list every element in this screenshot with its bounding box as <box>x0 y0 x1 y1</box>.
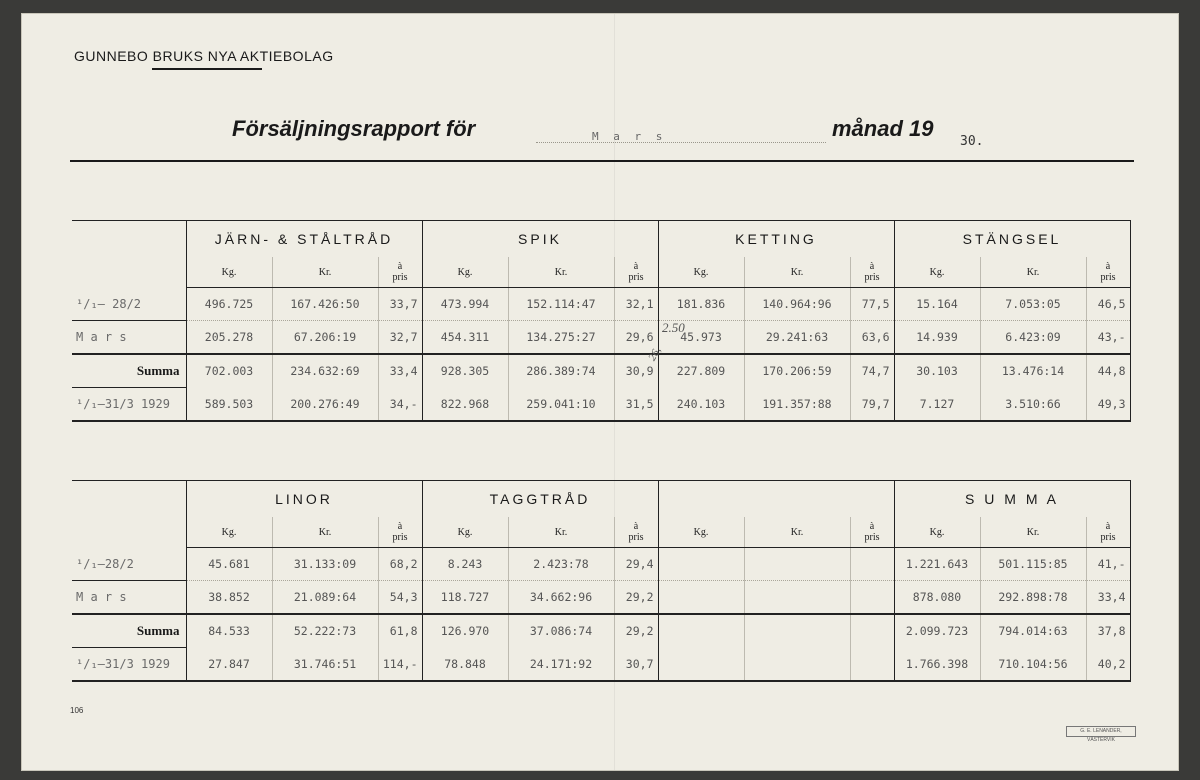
group-header: SPIK <box>422 221 658 258</box>
table-cell: 6.423:09 <box>980 321 1086 355</box>
table-cell: 33,4 <box>378 354 422 388</box>
column-header-kr: Kr. <box>508 257 614 288</box>
column-header-pris: à pris <box>1086 517 1130 548</box>
table-cell: 74,7 <box>850 354 894 388</box>
table-cell <box>658 581 744 615</box>
row-label: ¹/₁—31/3 1929 <box>72 388 186 422</box>
table-cell: 114,- <box>378 648 422 682</box>
table-cell: 140.964:96 <box>744 288 850 321</box>
table-cell: 77,5 <box>850 288 894 321</box>
table-cell: 68,2 <box>378 548 422 581</box>
column-header-kg: Kg. <box>894 517 980 548</box>
column-header-kg: Kg. <box>422 517 508 548</box>
table-cell: 1.221.643 <box>894 548 980 581</box>
header-corner <box>72 221 186 288</box>
table-cell: 67.206:19 <box>272 321 378 355</box>
group-header: TAGGTRÅD <box>422 481 658 518</box>
table-cell: 878.080 <box>894 581 980 615</box>
title-suffix: månad 19 <box>832 116 934 141</box>
table-cell <box>744 648 850 682</box>
table-cell: 84.533 <box>186 614 272 648</box>
table-cell: 118.727 <box>422 581 508 615</box>
table-cell: 27.847 <box>186 648 272 682</box>
table-cell: 41,- <box>1086 548 1130 581</box>
table-cell: 3.510:66 <box>980 388 1086 422</box>
table-cell: 822.968 <box>422 388 508 422</box>
table-cell: 234.632:69 <box>272 354 378 388</box>
table-cell: 181.836 <box>658 288 744 321</box>
table-cell: 126.970 <box>422 614 508 648</box>
table-cell: 292.898:78 <box>980 581 1086 615</box>
table-cell: 170.206:59 <box>744 354 850 388</box>
table-cell <box>850 548 894 581</box>
table-row <box>72 581 1130 615</box>
table-cell: 44,8 <box>1086 354 1130 388</box>
column-header-kr: Kr. <box>508 517 614 548</box>
table-cell: 200.276:49 <box>272 388 378 422</box>
table-cell: 702.003 <box>186 354 272 388</box>
handwritten-note: 2.50 <box>662 320 685 335</box>
group-header: JÄRN- & STÅLTRÅD <box>186 221 422 258</box>
table-cell: 61,8 <box>378 614 422 648</box>
column-header-kg: Kg. <box>186 257 272 288</box>
table-cell: 46,5 <box>1086 288 1130 321</box>
table-cell: 240.103 <box>658 388 744 422</box>
table-row <box>72 388 1130 422</box>
table-row <box>72 548 1130 581</box>
table-row <box>72 321 1130 355</box>
table-cell <box>658 548 744 581</box>
table-cell: 45.973 <box>658 321 744 355</box>
table-cell: 227.809 <box>658 354 744 388</box>
table-cell: 2.423:78 <box>508 548 614 581</box>
column-header-pris: à pris <box>614 517 658 548</box>
column-header-pris: à pris <box>1086 257 1130 288</box>
table-cell: 30,7 <box>614 648 658 682</box>
table-cell <box>850 614 894 648</box>
table-cell: 31.133:09 <box>272 548 378 581</box>
table-cell: 32,1 <box>614 288 658 321</box>
table-cell: 79,7 <box>850 388 894 422</box>
table-cell: 30,9 <box>614 354 658 388</box>
table-cell: 15.164 <box>894 288 980 321</box>
table-cell: 34.662:96 <box>508 581 614 615</box>
table-row <box>72 614 1130 648</box>
table-cell: 191.357:88 <box>744 388 850 422</box>
title-rule <box>70 160 1134 162</box>
table-cell: 40,2 <box>1086 648 1130 682</box>
table-row <box>72 288 1130 321</box>
table-row <box>72 354 1130 388</box>
table-cell: 589.503 <box>186 388 272 422</box>
company-name: GUNNEBO BRUKS NYA AKTIEBOLAG <box>74 48 334 64</box>
table-cell: 37,8 <box>1086 614 1130 648</box>
table-cell: 54,3 <box>378 581 422 615</box>
column-header-kg: Kg. <box>422 257 508 288</box>
group-header: LINOR <box>186 481 422 518</box>
column-header-kg: Kg. <box>658 257 744 288</box>
table-cell: 205.278 <box>186 321 272 355</box>
column-header-kg: Kg. <box>658 517 744 548</box>
table-cell <box>744 581 850 615</box>
table-cell: 496.725 <box>186 288 272 321</box>
table-cell: 52.222:73 <box>272 614 378 648</box>
table-cell: 259.041:10 <box>508 388 614 422</box>
row-label: ¹/₁—28/2 <box>72 548 186 581</box>
sales-table-1 <box>72 220 1131 422</box>
table-cell <box>850 581 894 615</box>
table-cell: 34,- <box>378 388 422 422</box>
table-cell: 32,7 <box>378 321 422 355</box>
table-cell: 24.171:92 <box>508 648 614 682</box>
table-cell: 49,3 <box>1086 388 1130 422</box>
group-header: KETTING <box>658 221 894 258</box>
page-number: 106 <box>70 706 84 715</box>
table-cell: 29,2 <box>614 614 658 648</box>
table-cell: 454.311 <box>422 321 508 355</box>
table-cell: 38.852 <box>186 581 272 615</box>
table-cell <box>658 614 744 648</box>
table-cell: 13.476:14 <box>980 354 1086 388</box>
table-cell: 30.103 <box>894 354 980 388</box>
handwritten-note: 26, <box>646 345 664 363</box>
column-header-kg: Kg. <box>894 257 980 288</box>
month-value: M a r s <box>592 130 667 143</box>
table-cell: 63,6 <box>850 321 894 355</box>
column-header-kg: Kg. <box>186 517 272 548</box>
column-header-pris: à pris <box>378 517 422 548</box>
column-header-kr: Kr. <box>744 257 850 288</box>
table-cell: 2.099.723 <box>894 614 980 648</box>
column-header-pris: à pris <box>850 517 894 548</box>
report-sheet <box>22 14 1178 770</box>
report-title <box>22 114 1178 154</box>
column-header-pris: à pris <box>614 257 658 288</box>
table-cell: 286.389:74 <box>508 354 614 388</box>
table-cell: 33,7 <box>378 288 422 321</box>
table-cell: 8.243 <box>422 548 508 581</box>
table-cell: 152.114:47 <box>508 288 614 321</box>
table-cell: 501.115:85 <box>980 548 1086 581</box>
row-label: ¹/₁—31/3 1929 <box>72 648 186 682</box>
group-header: STÄNGSEL <box>894 221 1130 258</box>
year-value: 30. <box>960 134 984 149</box>
header-corner <box>72 481 186 548</box>
table-cell: 33,4 <box>1086 581 1130 615</box>
table-cell: 928.305 <box>422 354 508 388</box>
company-underline <box>152 68 262 70</box>
table-cell <box>850 648 894 682</box>
table-cell: 710.104:56 <box>980 648 1086 682</box>
column-header-kr: Kr. <box>272 517 378 548</box>
table-cell: 31,5 <box>614 388 658 422</box>
group-header <box>658 481 894 518</box>
table-cell: 45.681 <box>186 548 272 581</box>
table-cell: 7.053:05 <box>980 288 1086 321</box>
printer-stamp: G. E. LENANDER, VÄSTERVIK <box>1066 726 1136 737</box>
table-cell: 7.127 <box>894 388 980 422</box>
table-cell: 1.766.398 <box>894 648 980 682</box>
column-header-kr: Kr. <box>744 517 850 548</box>
column-header-kr: Kr. <box>272 257 378 288</box>
table-cell: 29,2 <box>614 581 658 615</box>
table-cell <box>658 648 744 682</box>
month-blank-line <box>536 142 826 143</box>
group-header: S U M M A <box>894 481 1130 518</box>
column-header-kr: Kr. <box>980 257 1086 288</box>
table-cell: 29,6 <box>614 321 658 355</box>
table-cell: 43,- <box>1086 321 1130 355</box>
table-cell: 794.014:63 <box>980 614 1086 648</box>
table-cell: 37.086:74 <box>508 614 614 648</box>
table-cell: 134.275:27 <box>508 321 614 355</box>
table-cell: 31.746:51 <box>272 648 378 682</box>
row-label: ¹/₁— 28/2 <box>72 288 186 321</box>
table-cell: 21.089:64 <box>272 581 378 615</box>
table-row <box>72 648 1130 682</box>
table-cell: 14.939 <box>894 321 980 355</box>
table-cell: 29.241:63 <box>744 321 850 355</box>
row-label: Summa <box>72 614 186 648</box>
column-header-pris: à pris <box>850 257 894 288</box>
row-label: M a r s <box>72 321 186 355</box>
title-prefix: Försäljningsrapport för <box>232 116 476 141</box>
table-cell: 167.426:50 <box>272 288 378 321</box>
table-cell: 78.848 <box>422 648 508 682</box>
column-header-kr: Kr. <box>980 517 1086 548</box>
column-header-pris: à pris <box>378 257 422 288</box>
sales-table-2 <box>72 480 1131 682</box>
row-label: M a r s <box>72 581 186 615</box>
table-cell: 29,4 <box>614 548 658 581</box>
row-label: Summa <box>72 354 186 388</box>
table-cell <box>744 614 850 648</box>
table-cell: 473.994 <box>422 288 508 321</box>
table-cell <box>744 548 850 581</box>
